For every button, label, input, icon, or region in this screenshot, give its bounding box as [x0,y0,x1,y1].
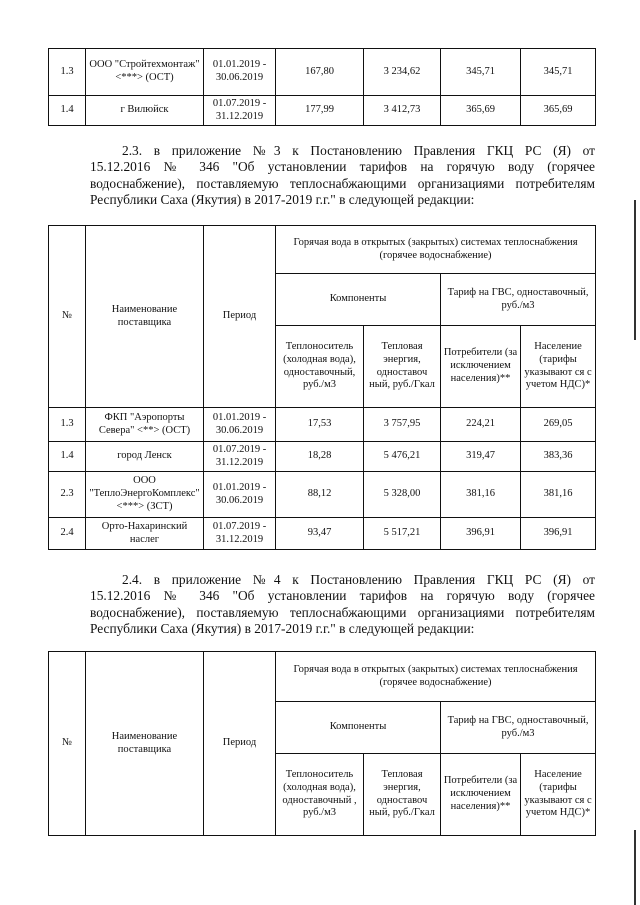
coolant-price: 88,12 [276,472,364,518]
row-number: 1.4 [49,96,86,126]
header-period: Период [204,652,276,836]
header-supplier: Наименование поставщика [86,226,204,408]
table-row [49,49,596,96]
population-tariff: 383,36 [521,442,596,472]
consumer-tariff: 381,16 [441,472,521,518]
header-supplier: Наименование поставщика [86,652,204,836]
paragraph-line: водоснабжение), поставляемую теплоснабжающими организациями потребителям [90,604,595,620]
paragraph-line: 15.12.2016 № 346 "Об установлении тарифов на горячую воду (горячее [90,588,595,604]
consumer-tariff: 396,91 [441,518,521,550]
paragraph-line: 2.3. в приложение №3 к Постановлению Правления ГКЦ РС (Я) от [122,143,595,158]
header-consumers: Потребители (за исключением населения)** [441,754,521,836]
paragraph-line: Республики Саха (Якутия) в 2017-2019 г.г." в следующей редакции: [90,620,475,636]
paragraph-2-4 [90,572,595,637]
row-number: 1.4 [49,442,86,472]
row-number: 2.4 [49,518,86,550]
consumer-tariff: 345,71 [441,49,521,96]
header-group: Горячая вода в открытых (закрытых) системах теплоснабжения (горячее водоснабжение) [276,226,596,274]
header-number: № [49,652,86,836]
tariff-table-appendix-4 [48,651,596,836]
header-heat-energy: Тепловая энергия, одноставоч ный, руб./Гкал [364,326,441,408]
tariff-table-continued [48,48,596,126]
header-population: Население (тарифы указывают ся с учетом НДС)* [521,754,596,836]
header-period: Период [204,226,276,408]
supplier-name: г Вилюйск [86,96,204,126]
header-number: № [49,226,86,408]
heat-energy-price: 5 517,21 [364,518,441,550]
supplier-name: ООО "Стройтехмонтаж" <***> (ОСТ) [86,49,204,96]
row-number: 2.3 [49,472,86,518]
scan-edge-line [634,830,636,905]
paragraph-line: Республики Саха (Якутия) в 2017-2019 г.г." в следующей редакции: [90,191,475,207]
heat-energy-price: 3 234,62 [364,49,441,96]
header-consumers: Потребители (за исключением населения)** [441,326,521,408]
population-tariff: 396,91 [521,518,596,550]
coolant-price: 177,99 [276,96,364,126]
population-tariff: 365,69 [521,96,596,126]
coolant-price: 93,47 [276,518,364,550]
header-components: Компоненты [276,702,441,754]
heat-energy-price: 5 328,00 [364,472,441,518]
row-number: 1.3 [49,49,86,96]
tariff-table-appendix-3 [48,225,596,550]
paragraph-line: водоснабжение), поставляемую теплоснабжающими организациями потребителям [90,175,595,191]
supplier-name: ООО "ТеплоЭнергоКомплекс" <***> (ЗСТ) [86,472,204,518]
period: 01.07.2019 - 31.12.2019 [204,96,276,126]
paragraph-2-3 [90,143,595,208]
paragraph-line: 2.4. в приложение №4 к Постановлению Правления ГКЦ РС (Я) от [122,572,595,587]
table-row [49,408,596,442]
header-population: Население (тарифы указывают ся с учетом НДС)* [521,326,596,408]
table-row [49,442,596,472]
heat-energy-price: 3 412,73 [364,96,441,126]
period: 01.07.2019 - 31.12.2019 [204,518,276,550]
coolant-price: 17,53 [276,408,364,442]
header-group: Горячая вода в открытых (закрытых) системах теплоснабжения (горячее водоснабжение) [276,652,596,702]
population-tariff: 269,05 [521,408,596,442]
supplier-name: Орто-Нахаринский наслег [86,518,204,550]
header-tariff: Тариф на ГВС, одноставочный, руб./м3 [441,702,596,754]
header-tariff: Тариф на ГВС, одноставочный, руб./м3 [441,274,596,326]
heat-energy-price: 3 757,95 [364,408,441,442]
consumer-tariff: 319,47 [441,442,521,472]
header-heat-energy: Тепловая энергия, одноставоч ный, руб./Гкал [364,754,441,836]
population-tariff: 345,71 [521,49,596,96]
scan-edge-line [634,200,636,340]
header-coolant: Теплоноситель (холодная вода), одноставочный , руб./м3 [276,754,364,836]
row-number: 1.3 [49,408,86,442]
table-row [49,472,596,518]
table-row [49,518,596,550]
period: 01.01.2019 - 30.06.2019 [204,408,276,442]
period: 01.01.2019 - 30.06.2019 [204,472,276,518]
period: 01.07.2019 - 31.12.2019 [204,442,276,472]
header-coolant: Теплоноситель (холодная вода), одноставочный, руб./м3 [276,326,364,408]
coolant-price: 167,80 [276,49,364,96]
consumer-tariff: 224,21 [441,408,521,442]
coolant-price: 18,28 [276,442,364,472]
heat-energy-price: 5 476,21 [364,442,441,472]
supplier-name: ФКП "Аэропорты Севера" <**> (ОСТ) [86,408,204,442]
period: 01.01.2019 - 30.06.2019 [204,49,276,96]
table-row [49,96,596,126]
paragraph-line: 15.12.2016 № 346 "Об установлении тарифов на горячую воду (горячее [90,159,595,175]
consumer-tariff: 365,69 [441,96,521,126]
header-components: Компоненты [276,274,441,326]
population-tariff: 381,16 [521,472,596,518]
supplier-name: город Ленск [86,442,204,472]
